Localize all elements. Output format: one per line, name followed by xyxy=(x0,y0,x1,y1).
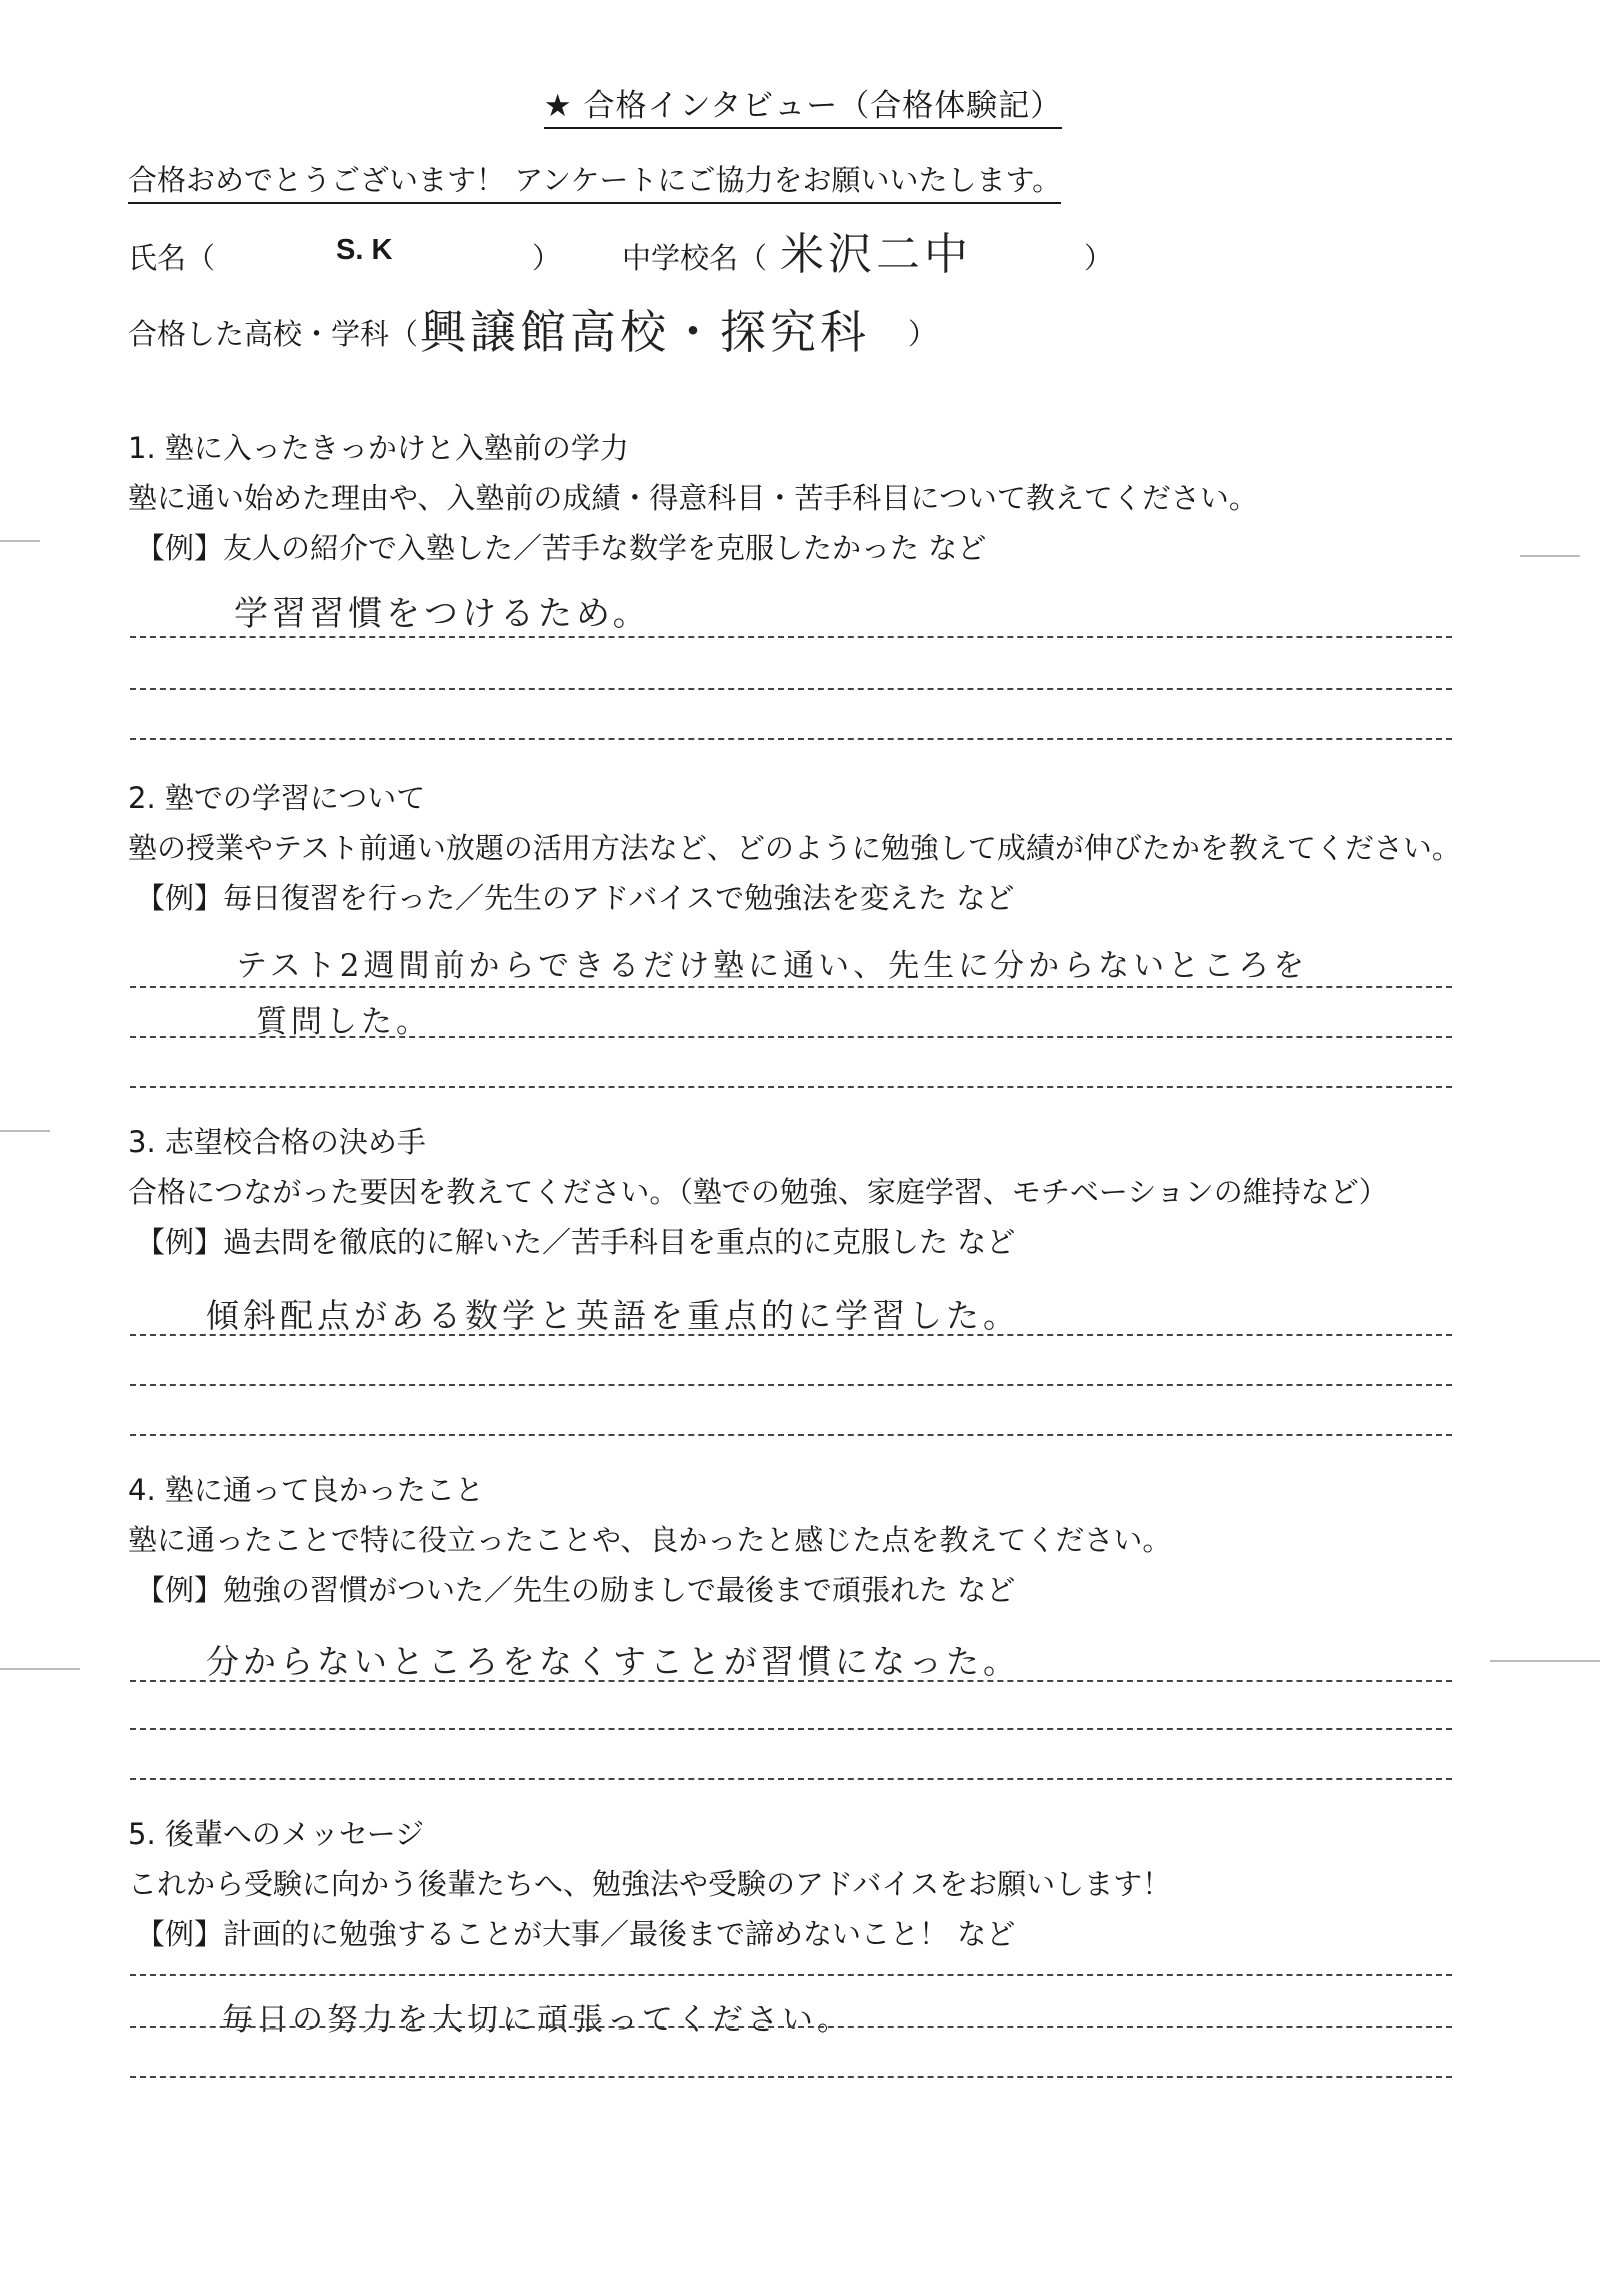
highschool-label: 合格した高校・学科（ xyxy=(128,317,419,351)
answer-line xyxy=(130,1778,1452,1780)
school-label: 中学校名（ xyxy=(622,241,768,275)
section-3-description: 合格につながった要因を教えてください。（塾での勉強、家庭学習、モチベーションの維持など） xyxy=(128,1175,1388,1209)
school-close-paren: ） xyxy=(1084,241,1114,275)
section-1-heading: 1. 塾に入ったきっかけと入塾前の学力 xyxy=(128,431,629,465)
answer-line xyxy=(130,1086,1452,1088)
answer-line xyxy=(130,1384,1452,1386)
page-title: ★ 合格インタビュー（合格体験記） xyxy=(0,80,1606,125)
answer-line xyxy=(130,1036,1452,1038)
section-2-example: 【例】毎日復習を行った／先生のアドバイスで勉強法を変えた など xyxy=(136,881,1015,915)
section-4-heading: 4. 塾に通って良かったこと xyxy=(128,1473,484,1507)
answer-line xyxy=(130,986,1452,988)
section-4-description: 塾に通ったことで特に役立ったことや、良かったと感じた点を教えてください。 xyxy=(128,1523,1172,1557)
scan-speck xyxy=(1520,555,1580,557)
answer-line xyxy=(130,1334,1452,1336)
section-4-answer-1: 分からないところをなくすことが習慣になった。 xyxy=(206,1642,1020,1681)
section-5-example: 【例】計画的に勉強することが大事／最後まで諦めないこと！ など xyxy=(136,1917,1016,1951)
section-5-heading: 5. 後輩へのメッセージ xyxy=(128,1817,425,1851)
name-label: 氏名（ xyxy=(128,241,216,275)
answer-line xyxy=(130,636,1452,638)
highschool-value: 興譲館高校・探究科 xyxy=(420,305,870,359)
answer-line xyxy=(130,2026,1452,2028)
answer-line xyxy=(130,738,1452,740)
answer-line xyxy=(130,1974,1452,1976)
section-3-example: 【例】過去問を徹底的に解いた／苦手科目を重点的に克服した など xyxy=(136,1225,1016,1259)
section-1-answer-1: 学習習慣をつけるため。 xyxy=(234,594,651,634)
section-2-description: 塾の授業やテスト前通い放題の活用方法など、どのように勉強して成績が伸びたかを教えてください。 xyxy=(128,831,1461,865)
answer-line xyxy=(130,1434,1452,1436)
answer-line xyxy=(130,2076,1452,2078)
greeting-text: 合格おめでとうございます！ アンケートにご協力をお願いいたします。 xyxy=(128,158,1061,204)
section-3-answer-1: 傾斜配点がある数学と英語を重点的に学習した。 xyxy=(206,1296,1020,1335)
scan-speck xyxy=(0,540,40,542)
scan-speck xyxy=(0,1668,80,1670)
scan-speck xyxy=(0,1130,50,1132)
answer-line xyxy=(130,1680,1452,1682)
section-4-example: 【例】勉強の習慣がついた／先生の励ましで最後まで頑張れた など xyxy=(136,1573,1016,1607)
answer-line xyxy=(130,1728,1452,1730)
name-close-paren: ） xyxy=(532,241,562,275)
section-5-description: これから受験に向かう後輩たちへ、勉強法や受験のアドバイスをお願いします！ xyxy=(128,1867,1172,1901)
section-1-description: 塾に通い始めた理由や、入塾前の成績・得意科目・苦手科目について教えてください。 xyxy=(128,481,1258,515)
scan-speck xyxy=(1490,1660,1600,1662)
highschool-close-paren: ） xyxy=(908,317,938,351)
section-2-answer-2: 質問した。 xyxy=(256,1004,431,1040)
answer-line xyxy=(130,688,1452,690)
section-2-answer-1: テスト2週間前からできるだけ塾に通い、先生に分からないところを xyxy=(236,948,1309,984)
school-value: 米沢二中 xyxy=(780,229,972,280)
name-value: S. K xyxy=(336,234,393,266)
section-3-heading: 3. 志望校合格の決め手 xyxy=(128,1125,426,1159)
section-2-heading: 2. 塾での学習について xyxy=(128,781,426,815)
section-5-answer-1: 毎日の努力を大切に頑張ってください。 xyxy=(222,2002,852,2038)
section-1-example: 【例】友人の紹介で入塾した／苦手な数学を克服したかった など xyxy=(136,531,987,565)
